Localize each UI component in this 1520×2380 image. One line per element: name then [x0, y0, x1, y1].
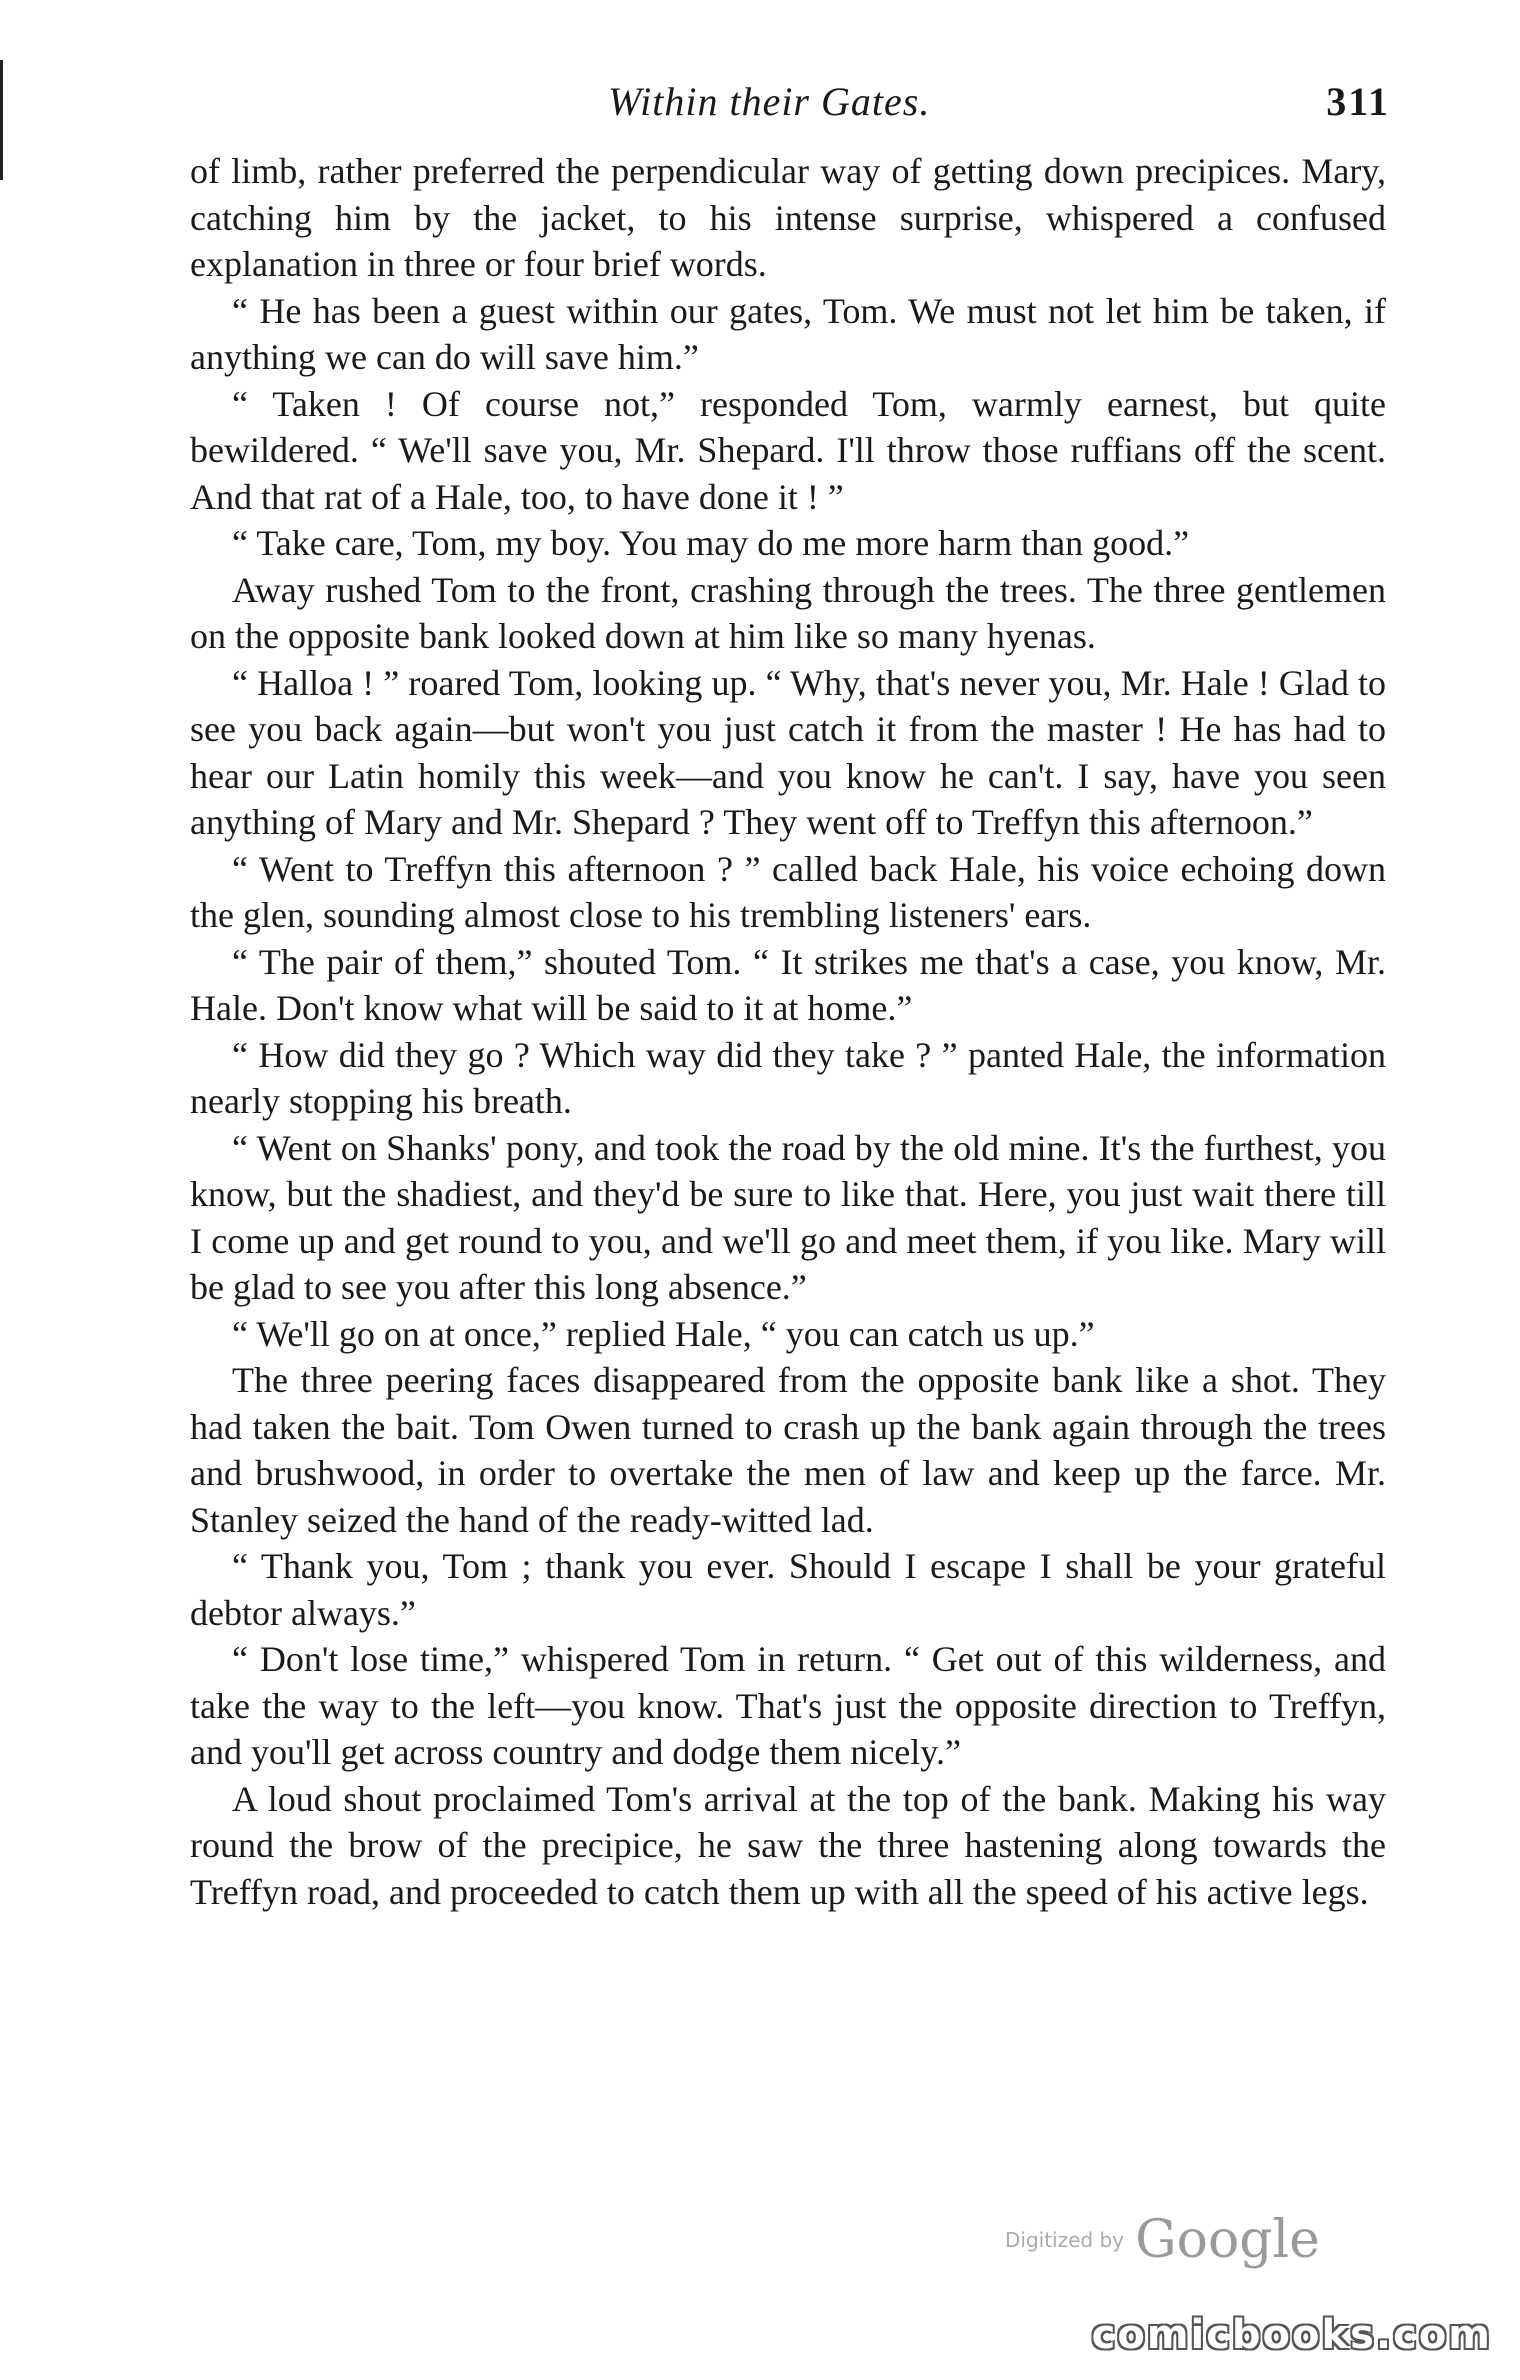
google-logo-text: Google: [1135, 2210, 1320, 2270]
page-header: [190, 78, 1390, 138]
paragraph: “ Went to Treffyn this afternoon ? ” called back Hale, his voice echoing down the glen, sounding almost close to his trembling listeners' ears.: [190, 848, 1386, 935]
digitized-label: Digitized by: [1005, 2228, 1124, 2252]
paragraph: “ We'll go on at once,” replied Hale, “ you can catch us up.”: [232, 1313, 1095, 1354]
paragraph: “ He has been a guest within our gates, Tom. We must not let him be taken, if anything we can do will save him.”: [190, 290, 1386, 377]
site-watermark: comicbooks.com: [1091, 2312, 1492, 2358]
body-text: [190, 148, 1386, 1915]
paragraph: “ The pair of them,” shouted Tom. “ It strikes me that's a case, you know, Mr. Hale. Don't know what will be said to it at home.”: [190, 941, 1386, 1028]
paragraph: “ Went on Shanks' pony, and took the road by the old mine. It's the furthest, you know, but the shadiest, and they'd be sure to like that. Here, you just wait there till I come up and get round to you, and we'll go and meet them, if you like. Mary will be glad to see you after this long absence.”: [190, 1127, 1386, 1307]
paragraph: The three peering faces disappeared from the opposite bank like a shot. They had taken the bait. Tom Owen turned to crash up the bank again through the trees and brushwood, in order to overtake the men of law and keep up the farce. Mr. Stanley seized the hand of the ready-witted lad.: [190, 1360, 1386, 1540]
running-head: Within their Gates.: [608, 79, 931, 124]
paragraph: of limb, rather preferred the perpendicular way of getting down precipices. Mary, catching him by the jacket, to his intense surprise, whispered a confused explanation in three or four brief words.: [190, 151, 1386, 284]
paragraph: “ Taken ! Of course not,” responded Tom, warmly earnest, but quite bewildered. “ We'll save you, Mr. Shepard. I'll throw those ruffians off the scent. And that rat of a Hale, too, to have done it ! ”: [190, 383, 1386, 517]
paragraph: “ How did they go ? Which way did they take ? ” panted Hale, the information nearly stopping his breath.: [190, 1034, 1386, 1121]
paragraph: “ Thank you, Tom ; thank you ever. Should I escape I shall be your grateful debtor always.”: [190, 1546, 1386, 1633]
page-number: 311: [1326, 79, 1390, 124]
scan-edge-mark: [0, 60, 3, 180]
paragraph: Away rushed Tom to the front, crashing through the trees. The three gentlemen on the opposite bank looked down at him like so many hyenas.: [190, 569, 1386, 656]
paragraph: “ Halloa ! ” roared Tom, looking up. “ Why, that's never you, Mr. Hale ! Glad to see you back again—but won't you just catch it from the master ! He has had to hear our Latin homily this week—and you know he can't. I say, have you seen anything of Mary and Mr. Shepard ? They went off to Treffyn this afternoon.”: [190, 662, 1386, 842]
paragraph: “ Take care, Tom, my boy. You may do me more harm than good.”: [232, 523, 1190, 563]
digitized-by-google-mark: [1005, 2210, 1320, 2270]
paragraph: “ Don't lose time,” whispered Tom in return. “ Get out of this wilderness, and take the way to the left—you know. That's just the opposite direction to Treffyn, and you'll get across country and dodge them nicely.”: [190, 1639, 1386, 1772]
paragraph: A loud shout proclaimed Tom's arrival at the top of the bank. Making his way round the brow of the precipice, he saw the three hastening along towards the Treffyn road, and proceeded to catch them up with all the speed of his active legs.: [190, 1778, 1386, 1912]
